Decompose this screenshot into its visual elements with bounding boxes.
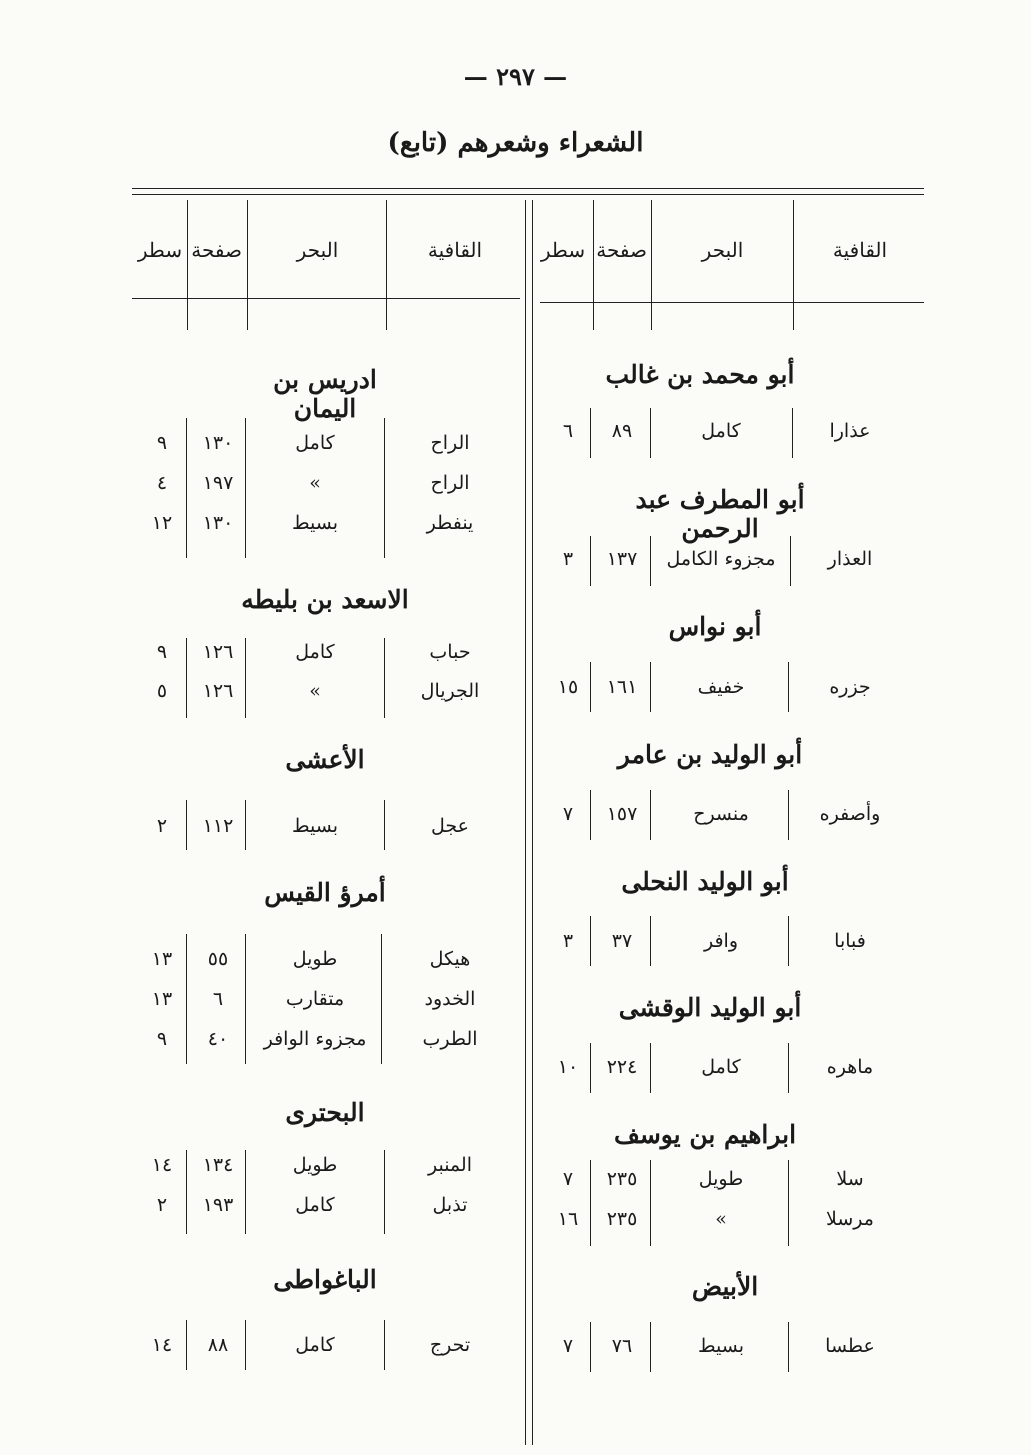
- poet-name: أبو الوليد الوقشى: [618, 993, 802, 1022]
- cell-satr: ١٦: [557, 1208, 579, 1230]
- center-divider-inner: [532, 200, 533, 1445]
- poet-name: أبو المطرف عبد الرحمن: [635, 485, 805, 543]
- poet-name: أبو الوليد بن عامر: [617, 740, 803, 769]
- cell-qafiya: الخدود: [424, 988, 476, 1010]
- cell-satr: ١٢: [151, 512, 173, 534]
- row-sep: [590, 1322, 591, 1372]
- header-sep: [651, 200, 652, 330]
- cell-satr: ٤: [156, 472, 168, 494]
- cell-qafiya: سلا: [836, 1168, 864, 1190]
- cell-bahr: وافر: [703, 930, 739, 952]
- cell-safha: ١٣٠: [202, 432, 234, 454]
- row-sep: [788, 1043, 789, 1093]
- cell-bahr: »: [715, 1208, 727, 1230]
- cell-qafiya: الراح: [430, 432, 470, 454]
- cell-satr: ٦: [562, 420, 574, 442]
- row-sep: [186, 934, 187, 1064]
- header-bahr: البحر: [296, 238, 339, 262]
- row-sep: [590, 536, 591, 586]
- row-sep: [384, 638, 385, 718]
- cell-qafiya: عجل: [431, 815, 469, 837]
- cell-bahr: كامل: [701, 420, 741, 442]
- cell-safha: ١٦١: [606, 676, 638, 698]
- cell-qafiya: هيكل: [429, 948, 471, 970]
- row-sep: [590, 916, 591, 966]
- cell-safha: ٢٣٥: [606, 1208, 638, 1230]
- header-safha: صفحة: [191, 238, 242, 262]
- row-sep: [788, 1322, 789, 1372]
- cell-satr: ١٣: [151, 948, 173, 970]
- row-sep: [650, 1160, 651, 1246]
- poet-name: الباغواطى: [273, 1265, 377, 1294]
- cell-satr: ٣: [562, 548, 574, 570]
- cell-bahr: مجزوء الكامل: [666, 548, 776, 570]
- cell-qafiya: الجريال: [420, 680, 480, 702]
- cell-safha: ٧٦: [611, 1335, 633, 1357]
- cell-safha: ١٣٧: [606, 548, 638, 570]
- cell-bahr: خفيف: [697, 676, 745, 698]
- header-safha: صفحة: [596, 238, 647, 262]
- header-sep: [187, 200, 188, 330]
- cell-qafiya: عذارا: [829, 420, 871, 442]
- cell-safha: ١٢٦: [202, 641, 234, 663]
- row-sep: [650, 662, 651, 712]
- cell-safha: ١٩٣: [202, 1194, 234, 1216]
- cell-satr: ٧: [562, 1335, 574, 1357]
- cell-qafiya: تذبل: [432, 1194, 468, 1216]
- row-sep: [650, 1043, 651, 1093]
- cell-satr: ٩: [156, 1028, 168, 1050]
- row-sep: [790, 536, 791, 586]
- header-bahr: البحر: [701, 238, 744, 262]
- cell-safha: ٢٣٥: [606, 1168, 638, 1190]
- row-sep: [650, 1322, 651, 1372]
- row-sep: [186, 638, 187, 718]
- cell-satr: ٧: [562, 803, 574, 825]
- header-sep: [247, 200, 248, 330]
- cell-bahr: كامل: [701, 1056, 741, 1078]
- center-divider: [525, 200, 526, 1445]
- row-sep: [788, 916, 789, 966]
- row-sep: [650, 790, 651, 840]
- row-sep: [186, 1320, 187, 1370]
- cell-qafiya: ينفطر: [426, 512, 474, 534]
- cell-safha: ١٣٠: [202, 512, 234, 534]
- cell-qafiya: فبابا: [834, 930, 866, 952]
- header-satr: سطر: [137, 238, 183, 262]
- poet-name: أبو محمد بن غالب: [605, 360, 795, 389]
- row-sep: [590, 408, 591, 458]
- cell-satr: ١٥: [557, 676, 579, 698]
- row-sep: [590, 1160, 591, 1246]
- row-sep: [384, 1320, 385, 1370]
- cell-satr: ١٤: [151, 1334, 173, 1356]
- poet-name: البحترى: [285, 1098, 365, 1127]
- cell-bahr: كامل: [295, 432, 335, 454]
- cell-safha: ٣٧: [611, 930, 633, 952]
- row-sep: [788, 790, 789, 840]
- cell-bahr: بسيط: [291, 512, 338, 534]
- row-sep: [384, 1150, 385, 1234]
- cell-safha: ١٥٧: [606, 803, 638, 825]
- cell-satr: ٢: [156, 815, 168, 837]
- row-sep: [186, 418, 187, 558]
- cell-qafiya: المنبر: [427, 1154, 472, 1176]
- cell-satr: ٢: [156, 1194, 168, 1216]
- cell-satr: ٧: [562, 1168, 574, 1190]
- cell-qafiya: ماهره: [826, 1056, 874, 1078]
- poet-name: أبو نواس: [668, 612, 762, 641]
- cell-qafiya: الطرب: [422, 1028, 478, 1050]
- cell-satr: ٩: [156, 641, 168, 663]
- cell-satr: ٩: [156, 432, 168, 454]
- poet-name: الاسعد بن بليطه: [241, 585, 409, 614]
- cell-qafiya: حباب: [429, 641, 471, 663]
- row-sep: [384, 418, 385, 558]
- cell-safha: ٨٨: [207, 1334, 229, 1356]
- cell-satr: ١٤: [151, 1154, 173, 1176]
- cell-safha: ٢٢٤: [606, 1056, 638, 1078]
- row-sep: [381, 934, 382, 1064]
- cell-bahr: متقارب: [285, 988, 345, 1010]
- cell-qafiya: تحرج: [429, 1334, 471, 1356]
- cell-qafiya: الراح: [430, 472, 470, 494]
- cell-satr: ٣: [562, 930, 574, 952]
- header-sep: [793, 200, 794, 330]
- cell-safha: ٦: [212, 988, 224, 1010]
- cell-qafiya: عطسا: [825, 1335, 875, 1357]
- poet-name: أبو الوليد النحلى: [621, 867, 789, 896]
- cell-bahr: بسيط: [291, 815, 338, 837]
- cell-bahr: طويل: [698, 1168, 744, 1190]
- poet-name: ابراهيم بن يوسف: [613, 1120, 797, 1149]
- top-rule-inner: [132, 194, 924, 195]
- header-rule: [540, 302, 924, 303]
- page-title: (تابع) الشعراء وشعرهم: [387, 128, 644, 158]
- header-qafiya: القافية: [427, 238, 483, 262]
- cell-safha: ٨٩: [611, 420, 633, 442]
- cell-safha: ٥٥: [207, 948, 229, 970]
- cell-bahr: مجزوء الوافر: [263, 1028, 367, 1050]
- cell-bahr: كامل: [295, 641, 335, 663]
- cell-bahr: »: [309, 680, 321, 702]
- header-rule: [132, 298, 520, 299]
- top-rule: [132, 188, 924, 189]
- cell-satr: ١٠: [557, 1056, 579, 1078]
- cell-qafiya: وأصفره: [819, 803, 881, 825]
- row-sep: [590, 662, 591, 712]
- row-sep: [650, 536, 651, 586]
- row-sep: [186, 800, 187, 850]
- cell-safha: ١٣٤: [202, 1154, 234, 1176]
- cell-qafiya: جزره: [829, 676, 871, 698]
- cell-bahr: طويل: [292, 948, 338, 970]
- cell-qafiya: العذار: [827, 548, 873, 570]
- header-qafiya: القافية: [832, 238, 888, 262]
- row-sep: [788, 662, 789, 712]
- poet-name: الأعشى: [285, 745, 365, 774]
- row-sep: [384, 800, 385, 850]
- cell-satr: ٥: [156, 680, 168, 702]
- cell-bahr: »: [309, 472, 321, 494]
- cell-bahr: كامل: [295, 1194, 335, 1216]
- cell-bahr: طويل: [292, 1154, 338, 1176]
- row-sep: [792, 408, 793, 458]
- row-sep: [590, 1043, 591, 1093]
- cell-bahr: كامل: [295, 1334, 335, 1356]
- cell-safha: ١١٢: [202, 815, 234, 837]
- header-satr: سطر: [540, 238, 586, 262]
- poet-name: أمرؤ القيس: [264, 878, 386, 907]
- row-sep: [590, 790, 591, 840]
- cell-safha: ١٢٦: [202, 680, 234, 702]
- cell-qafiya: مرسلا: [826, 1208, 874, 1230]
- poet-name: ادريس بن اليمان: [273, 365, 377, 423]
- cell-satr: ١٣: [151, 988, 173, 1010]
- page-number: — ٢٩٧ —: [463, 62, 568, 91]
- cell-bahr: بسيط: [697, 1335, 744, 1357]
- row-sep: [788, 1160, 789, 1246]
- row-sep: [650, 408, 651, 458]
- header-sep: [386, 200, 387, 330]
- row-sep: [650, 916, 651, 966]
- cell-safha: ١٩٧: [202, 472, 234, 494]
- row-sep: [186, 1150, 187, 1234]
- cell-safha: ٤٠: [207, 1028, 229, 1050]
- header-sep: [593, 200, 594, 330]
- cell-bahr: منسرح: [693, 803, 749, 825]
- poet-name: الأبيض: [691, 1272, 759, 1301]
